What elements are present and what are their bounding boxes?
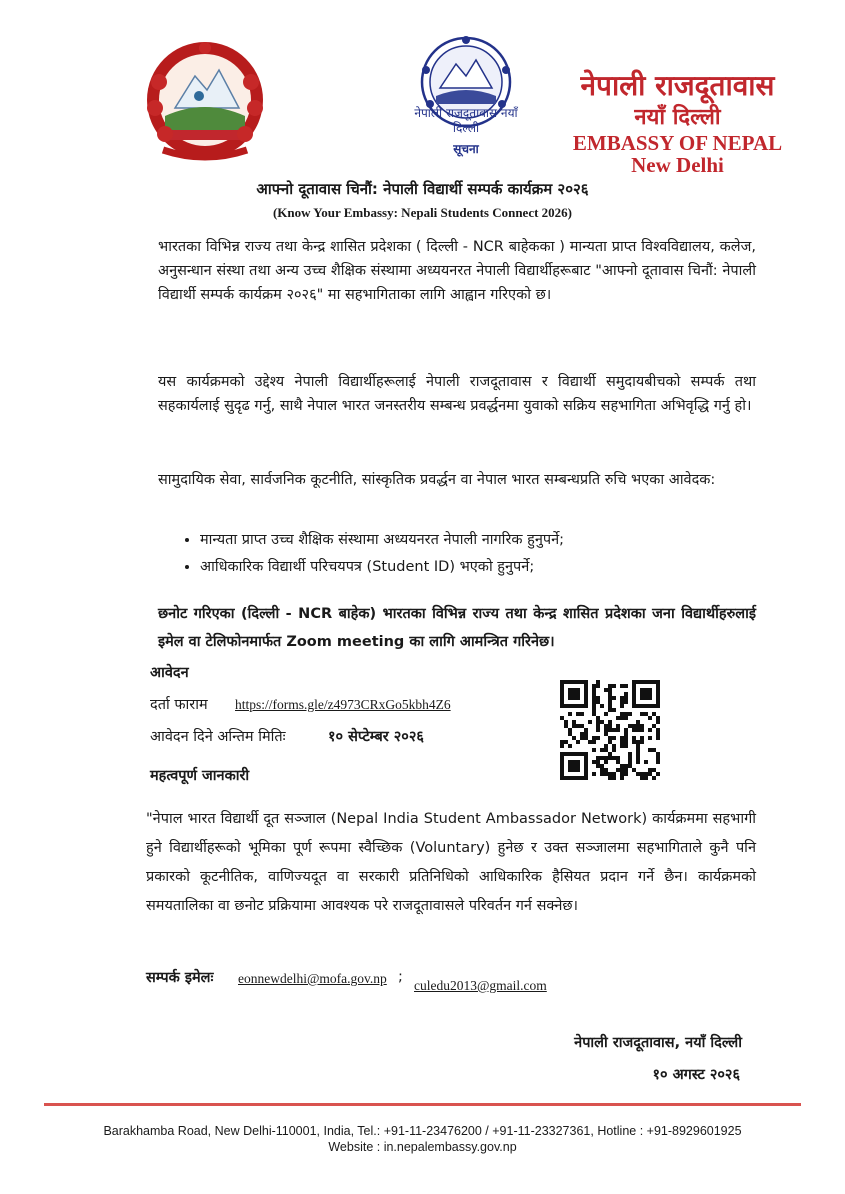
signature-org: नेपाली राजदूतावास, नयाँ दिल्ली [574,1035,742,1051]
registration-form-link[interactable]: https://forms.gle/z4973CRxGo5kbh4Z6 [235,697,451,712]
paragraph-selection: छनोट गरिएका (दिल्ली - NCR बाहेक) भारतका विभिन्न राज्य तथा केन्द्र शासित प्रदेशका जना विद्यार्थीहरुलाई इमेल वा टेलिफोनमार्फत Zoom meeting का लागि आमन्त्रित गरिनेछ। [158,606,756,650]
paragraph-objective: यस कार्यक्रमको उद्देश्य नेपाली विद्यार्थीहरूलाई नेपाली राजदूतावास र विद्यार्थी समुदायबीचको सम्पर्क तथा सहकार्यलाई सुदृढ गर्नु, साथै नेपाल भारत जनस्तरीय सम्बन्ध प्रवर्द्धनमा युवाको सक्रिय सहभागिता अभिवृद्धि गर्नु हो। [158,374,756,414]
embassy-name-np: नेपाली राजदूतावास [580,69,775,102]
contact-email-1[interactable]: eonnewdelhi@mofa.gov.np [238,971,387,986]
list-item: • मान्यता प्राप्त उच्च शैक्षिक संस्थामा अध्ययनरत नेपाली नागरिक हुनुपर्ने; [200,527,760,554]
signature-date: १० अगस्ट २०२६ [652,1067,740,1083]
important-heading: महत्वपूर्ण जानकारी [150,768,250,784]
embassy-city-np: नयाँ दिल्ली [634,105,721,130]
footer-address: Barakhamba Road, New Delhi-110001, India, Tel.: +91-11-23476200 / +91-11-23327361, Hotline : +91-8929601925 [103,1124,742,1138]
embassy-city-en: New Delhi [631,153,724,177]
application-heading: आवेदन [150,665,189,681]
contact-separator: ; [398,969,403,985]
footer-divider [44,1103,801,1106]
contact-label: सम्पर्क इमेलः [146,970,214,986]
notice-title-en: (Know Your Embassy: Nepali Students Connect 2026) [272,205,573,220]
notice-title-np: आफ्नो दूतावास चिनौं: नेपाली विद्यार्थी सम्पर्क कार्यक्रम २०२६ [256,180,589,198]
embassy-name-en: EMBASSY OF NEPAL [572,131,783,155]
footer-website: Website : in.nepalembassy.gov.np [328,1140,517,1154]
paragraph-invitation: भारतका विभिन्न राज्य तथा केन्द्र शासित प्रदेशका ( दिल्ली - NCR बाहेकका ) मान्यता प्राप्त विश्वविद्यालय, कलेज, अनुसन्धान संस्था तथा अन्य उच्च शैक्षिक संस्थामा अध्ययनरत नेपाली विद्यार्थीहरूबाट "आफ्नो दूतावास चिनौं: नेपाली विद्यार्थी सम्पर्क कार्यक्रम २०२६" मा सहभागिताका लागि आह्वान गरिएको छ। [158,239,756,303]
list-item: • आधिकारिक विद्यार्थी परिचयपत्र (Student ID) भएको हुनुपर्ने; [200,554,760,581]
deadline-label: आवेदन दिने अन्तिम मितिः [150,729,286,745]
contact-email-2[interactable]: culedu2013@gmail.com [414,978,547,993]
paragraph-eligibility: सामुदायिक सेवा, सार्वजनिक कूटनीति, सांस्कृतिक प्रवर्द्धन वा नेपाल भारत सम्बन्धप्रति रुचि भएका आवेदक: [158,472,716,488]
qr-code-icon[interactable] [557,679,664,781]
criteria-list [178,527,760,581]
seal-subcaption: सूचना [453,142,479,156]
deadline-value: १० सेप्टेम्बर २०२६ [328,729,424,745]
nepal-coat-of-arms-icon [135,38,275,168]
important-text: "नेपाल भारत विद्यार्थी दूत सञ्जाल (Nepal India Student Ambassador Network) कार्यक्रममा सहभागी हुने विद्यार्थीहरूको भूमिका पूर्ण रूपमा स्वैच्छिक (Voluntary) हुनेछ र उक्त सञ्जालमा सहभागिताले कुनै पनि प्रकारको कूटनीतिक, वाणिज्यदूत वा सरकारी प्रतिनिधिको आधिकारिक हैसियत प्रदान गर्ने छैन। कार्यक्रमको समयतालिका वा छनोट प्रक्रियामा आवश्यक परे राजदूतावासले परिवर्तन गर्न सक्नेछ। [146,811,756,914]
seal-caption: नेपाली राजदूतावास नयाँ दिल्ली [414,106,518,135]
form-label: दर्ता फाराम [150,697,208,713]
